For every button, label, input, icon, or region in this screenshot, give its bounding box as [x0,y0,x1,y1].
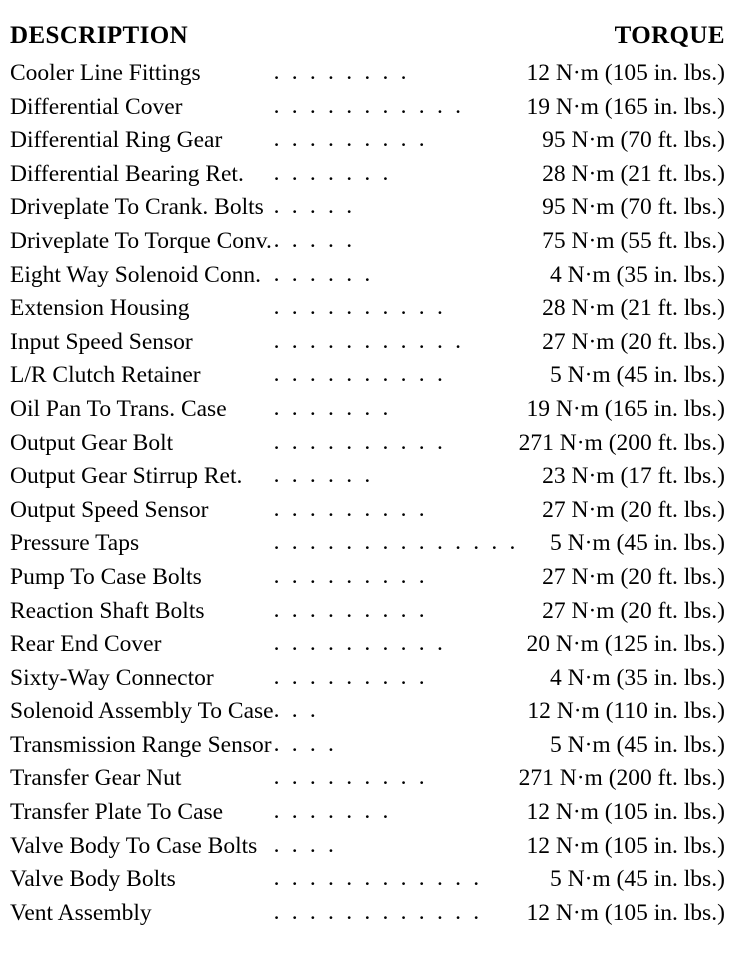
table-row [10,830,725,864]
cell-description: Valve Body Bolts [10,866,176,893]
cell-torque: 75 N·m (55 ft. lbs.) [542,227,725,254]
table-row [10,326,725,360]
table-row [10,561,725,595]
table-row [10,494,725,528]
cell-description: Sixty-Way Connector [10,664,214,691]
leader-dots: . . . . . . [273,462,374,489]
table-row [10,292,725,326]
cell-leader-dots [274,561,519,595]
cell-leader-dots [274,729,519,763]
cell-torque: 5 N·m (45 in. lbs.) [549,362,725,389]
cell-leader-dots [274,830,519,864]
table-row [10,595,725,629]
cell-leader-dots [274,796,519,830]
cell-torque: 27 N·m (20 ft. lbs.) [542,597,725,624]
cell-description: Extension Housing [10,295,190,322]
table-body [10,57,725,930]
cell-description: Output Gear Stirrup Ret. [10,463,243,490]
cell-torque: 4 N·m (35 in. lbs.) [549,261,725,288]
cell-torque: 27 N·m (20 ft. lbs.) [542,328,725,355]
cell-torque: 12 N·m (105 in. lbs.) [526,899,725,926]
cell-leader-dots [274,124,519,158]
cell-description: Transfer Plate To Case [10,799,224,826]
cell-leader-dots [274,695,519,729]
cell-leader-dots [274,460,519,494]
cell-torque: 27 N·m (20 ft. lbs.) [542,496,725,523]
cell-torque: 12 N·m (110 in. lbs.) [527,698,725,725]
leader-dots: . . . [273,697,319,724]
leader-dots: . . . . . . . . . . . . [273,865,483,892]
column-header-torque: TORQUE [614,22,725,49]
table-row [10,729,725,763]
cell-torque: 5 N·m (45 in. lbs.) [549,731,725,758]
cell-torque: 27 N·m (20 ft. lbs.) [542,563,725,590]
cell-leader-dots [274,494,519,528]
leader-dots: . . . . . . . . . . [273,294,447,321]
leader-dots: . . . . . . . . . . [273,630,447,657]
table-row [10,460,725,494]
cell-description: Differential Cover [10,93,183,120]
cell-leader-dots [274,863,519,897]
leader-dots: . . . . . . . . . . . . . . [273,529,519,556]
leader-dots: . . . . . . . . . [273,495,428,522]
table-row [10,225,725,259]
table-row [10,695,725,729]
table-row [10,796,725,830]
cell-description: Eight Way Solenoid Conn. [10,261,261,288]
cell-leader-dots [274,427,519,461]
leader-dots: . . . . [273,730,338,757]
table-row [10,762,725,796]
cell-description: Output Gear Bolt [10,429,174,456]
cell-leader-dots [274,359,519,393]
table-row [10,158,725,192]
table-row [10,628,725,662]
cell-description: Solenoid Assembly To Case [10,698,274,725]
cell-description: Oil Pan To Trans. Case [10,395,227,422]
cell-torque: 20 N·m (125 in. lbs.) [526,631,725,658]
table-row [10,662,725,696]
cell-description: Differential Ring Gear [10,127,223,154]
table-row [10,863,725,897]
cell-description: Cooler Line Fittings [10,60,201,86]
cell-description: Valve Body To Case Bolts [10,832,258,859]
table-row [10,124,725,158]
cell-torque: 5 N·m (45 in. lbs.) [549,530,725,557]
cell-description: Driveplate To Crank. Bolts [10,194,264,221]
cell-description: L/R Clutch Retainer [10,362,201,389]
cell-leader-dots [274,326,519,360]
leader-dots: . . . . [273,831,338,858]
leader-dots: . . . . . . . . . . . . [273,898,483,925]
cell-leader-dots [274,259,519,293]
cell-description: Rear End Cover [10,631,162,658]
cell-leader-dots [274,897,519,931]
cell-leader-dots [274,662,519,696]
table-header-row [10,22,725,57]
table-row [10,427,725,461]
cell-torque: 28 N·m (21 ft. lbs.) [542,160,725,187]
cell-leader-dots [274,762,519,796]
cell-description: Driveplate To Torque Conv. [10,227,272,254]
cell-torque: 95 N·m (70 ft. lbs.) [542,194,725,221]
cell-torque: 271 N·m (200 ft. lbs.) [518,429,725,456]
leader-dots: . . . . . . . . . [273,663,428,690]
cell-description: Pressure Taps [10,530,140,557]
cell-leader-dots [274,595,519,629]
cell-torque: 19 N·m (165 in. lbs.) [526,395,725,422]
cell-description: Output Speed Sensor [10,496,209,523]
cell-leader-dots [274,158,519,192]
cell-leader-dots [274,57,519,91]
torque-specifications-table [10,22,725,930]
cell-leader-dots [274,225,519,259]
cell-description: Vent Assembly [10,899,152,926]
table-row [10,897,725,931]
leader-dots: . . . . . . . [273,159,392,186]
cell-torque: 12 N·m (105 in. lbs.) [526,832,725,859]
leader-dots: . . . . . . [273,260,374,287]
cell-description: Reaction Shaft Bolts [10,597,205,624]
leader-dots: . . . . . . . . . [273,562,428,589]
cell-leader-dots [274,191,519,225]
cell-torque: 23 N·m (17 ft. lbs.) [542,463,725,490]
leader-dots: . . . . . . . . . [273,126,428,153]
table-row [10,191,725,225]
cell-torque: 5 N·m (45 in. lbs.) [549,866,725,893]
leader-dots: . . . . . [273,193,356,220]
leader-dots: . . . . . . . [273,394,392,421]
cell-leader-dots [274,527,519,561]
cell-torque: 28 N·m (21 ft. lbs.) [542,295,725,322]
cell-leader-dots [274,292,519,326]
leader-dots: . . . . . . . . . [273,596,428,623]
table-row [10,91,725,125]
leader-dots: . . . . . [273,226,356,253]
leader-dots: . . . . . . . . . . . [273,327,465,354]
leader-dots: . . . . . . . . . . [273,361,447,388]
column-header-description: DESCRIPTION [10,22,189,49]
cell-description: Input Speed Sensor [10,328,193,355]
cell-torque: 12 N·m (105 in. lbs.) [526,60,725,86]
cell-torque: 95 N·m (70 ft. lbs.) [542,127,725,154]
leader-dots: . . . . . . . . . . . [273,92,465,119]
cell-torque: 12 N·m (105 in. lbs.) [526,799,725,826]
cell-leader-dots [274,393,519,427]
cell-torque: 19 N·m (165 in. lbs.) [526,93,725,120]
table-row [10,393,725,427]
table-row [10,57,725,91]
cell-torque: 271 N·m (200 ft. lbs.) [518,765,725,792]
cell-description: Transmission Range Sensor [10,731,272,758]
cell-description: Differential Bearing Ret. [10,160,244,187]
table-row [10,359,725,393]
leader-dots: . . . . . . . . . [273,764,428,791]
cell-leader-dots [274,91,519,125]
cell-leader-dots [274,628,519,662]
leader-dots: . . . . . . . . . . [273,428,447,455]
leader-dots: . . . . . . . [273,798,392,825]
cell-torque: 4 N·m (35 in. lbs.) [549,664,725,691]
cell-description: Transfer Gear Nut [10,765,182,792]
cell-description: Pump To Case Bolts [10,563,202,590]
leader-dots: . . . . . . . . [273,59,410,85]
table-row [10,259,725,293]
table-row [10,527,725,561]
